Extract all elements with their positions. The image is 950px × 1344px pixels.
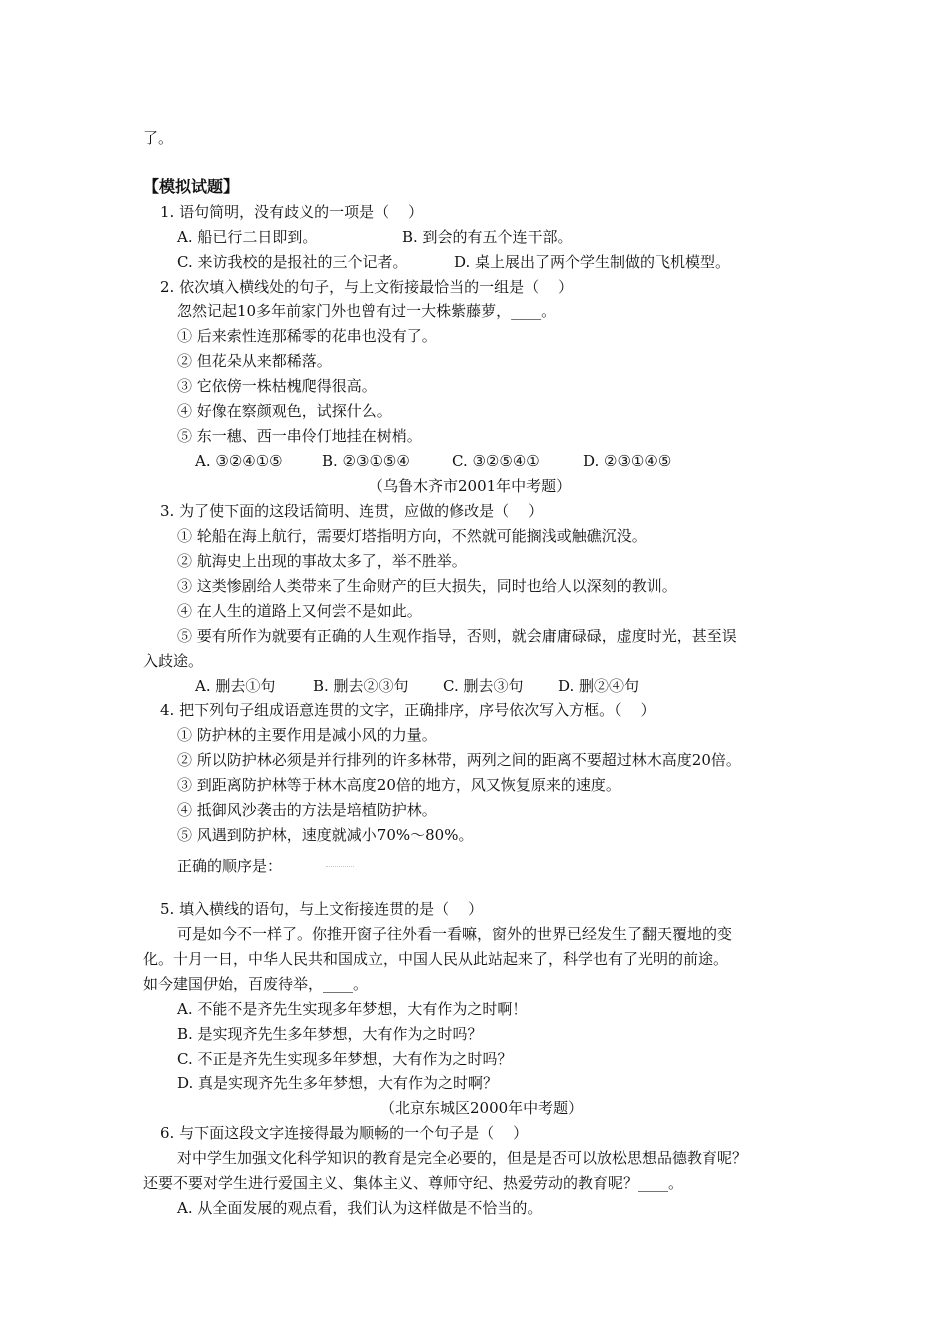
q4-sentence-1: ① 防护林的主要作用是减小风的力量。 [177,726,437,744]
q5-option-a: A. 不能不是齐先生实现多年梦想，大有作为之时啊！ [177,1000,528,1018]
q2-sentence-5: ⑤ 东一穗、西一串伶仃地挂在树梢。 [177,427,422,445]
answer-box-placeholder [326,866,354,867]
q6-paragraph-2: 还要不要对学生进行爱国主义、集体主义、尊师守纪、热爱劳动的教育呢？____。 [143,1174,684,1192]
q3-sentence-2: ② 航海史上出现的事故太多了，举不胜举。 [177,552,467,570]
q4-order-label: 正确的顺序是： [177,857,283,875]
q4-sentence-2: ② 所以防护林必须是并行排列的许多林带，两列之间的距离不要超过林木高度20倍。 [177,751,741,769]
q2-option-d: D. ②③①④⑤ [583,452,672,470]
q3-option-c: C. 删去③句 [443,677,524,695]
q5-paragraph-1: 可是如今不一样了。你推开窗子往外看一看嘛，窗外的世界已经发生了翻天覆地的变 [177,925,733,943]
q3-sentence-5a: ⑤ 要有所作为就要有正确的人生观作指导，否则，就会庸庸碌碌，虚度时光，甚至误 [177,627,737,645]
fragment-text: 了。 [143,129,174,147]
q2-source: （乌鲁木齐市2001年中考题） [368,477,572,495]
q5-option-b: B. 是实现齐先生多年梦想，大有作为之时吗？ [177,1025,483,1043]
q2-sentence-2: ② 但花朵从来都稀落。 [177,352,332,370]
question-1-stem: 1. 语句简明，没有歧义的一项是（ ） [160,203,424,221]
q3-option-a: A. 删去①句 [195,677,276,695]
q2-sentence-4: ④ 好像在察颜观色，试探什么。 [177,402,392,420]
q1-option-a: A. 船已行二日即到。 [177,228,318,246]
q3-sentence-1: ① 轮船在海上航行，需要灯塔指明方向，不然就可能搁浅或触礁沉没。 [177,527,647,545]
q6-option-a: A. 从全面发展的观点看，我们认为这样做是不恰当的。 [177,1199,543,1217]
section-title: 【模拟试题】 [143,177,240,196]
q1-option-d: D. 桌上展出了两个学生制做的飞机模型。 [454,253,731,271]
q1-option-b: B. 到会的有五个连干部。 [402,228,573,246]
q3-sentence-4: ④ 在人生的道路上又何尝不是如此。 [177,602,422,620]
q1-option-c: C. 来访我校的是报社的三个记者。 [177,253,408,271]
q6-paragraph-1: 对中学生加强文化科学知识的教育是完全必要的，但是是否可以放松思想品德教育呢？ [177,1149,748,1167]
q3-sentence-5b: 入歧途。 [143,652,204,670]
q5-option-c: C. 不正是齐先生实现多年梦想，大有作为之时吗？ [177,1050,513,1068]
question-3-stem: 3. 为了使下面的这段话简明、连贯，应做的修改是（ ） [160,502,544,520]
question-4-stem: 4. 把下列句子组成语意连贯的文字，正确排序，序号依次写入方框。（ ） [160,701,656,719]
q3-option-b: B. 删去②③句 [313,677,409,695]
q5-paragraph-2: 化。十月一日，中华人民共和国成立，中国人民从此站起来了，科学也有了光明的前途。 [143,950,729,968]
q2-sentence-3: ③ 它依傍一株枯槐爬得很高。 [177,377,377,395]
q3-sentence-3: ③ 这类惨剧给人类带来了生命财产的巨大损失，同时也给人以深刻的教训。 [177,577,677,595]
question-2-stem: 2. 依次填入横线处的句子，与上文衔接最恰当的一组是（ ） [160,278,574,296]
q2-context: 忽然记起10多年前家门外也曾有过一大株紫藤萝，____。 [177,302,557,320]
question-6-stem: 6. 与下面这段文字连接得最为顺畅的一个句子是（ ） [160,1124,529,1142]
q2-sentence-1: ① 后来索性连那稀零的花串也没有了。 [177,327,437,345]
q4-sentence-5: ⑤ 风遇到防护林，速度就减小70%～80%。 [177,826,474,844]
q2-option-c: C. ③②⑤④① [452,452,540,470]
q5-paragraph-3: 如今建国伊始，百废待举，____。 [143,975,369,993]
q5-option-d: D. 真是实现齐先生多年梦想，大有作为之时啊？ [177,1074,499,1092]
q4-sentence-3: ③ 到距离防护林等于林木高度20倍的地方，风又恢复原来的速度。 [177,776,621,794]
question-5-stem: 5. 填入横线的语句，与上文衔接连贯的是（ ） [160,900,484,918]
q5-source: （北京东城区2000年中考题） [380,1099,584,1117]
q2-option-a: A. ③②④①⑤ [195,452,283,470]
q4-sentence-4: ④ 抵御风沙袭击的方法是培植防护林。 [177,801,437,819]
q3-option-d: D. 删②④句 [558,677,640,695]
q2-option-b: B. ②③①⑤④ [322,452,410,470]
